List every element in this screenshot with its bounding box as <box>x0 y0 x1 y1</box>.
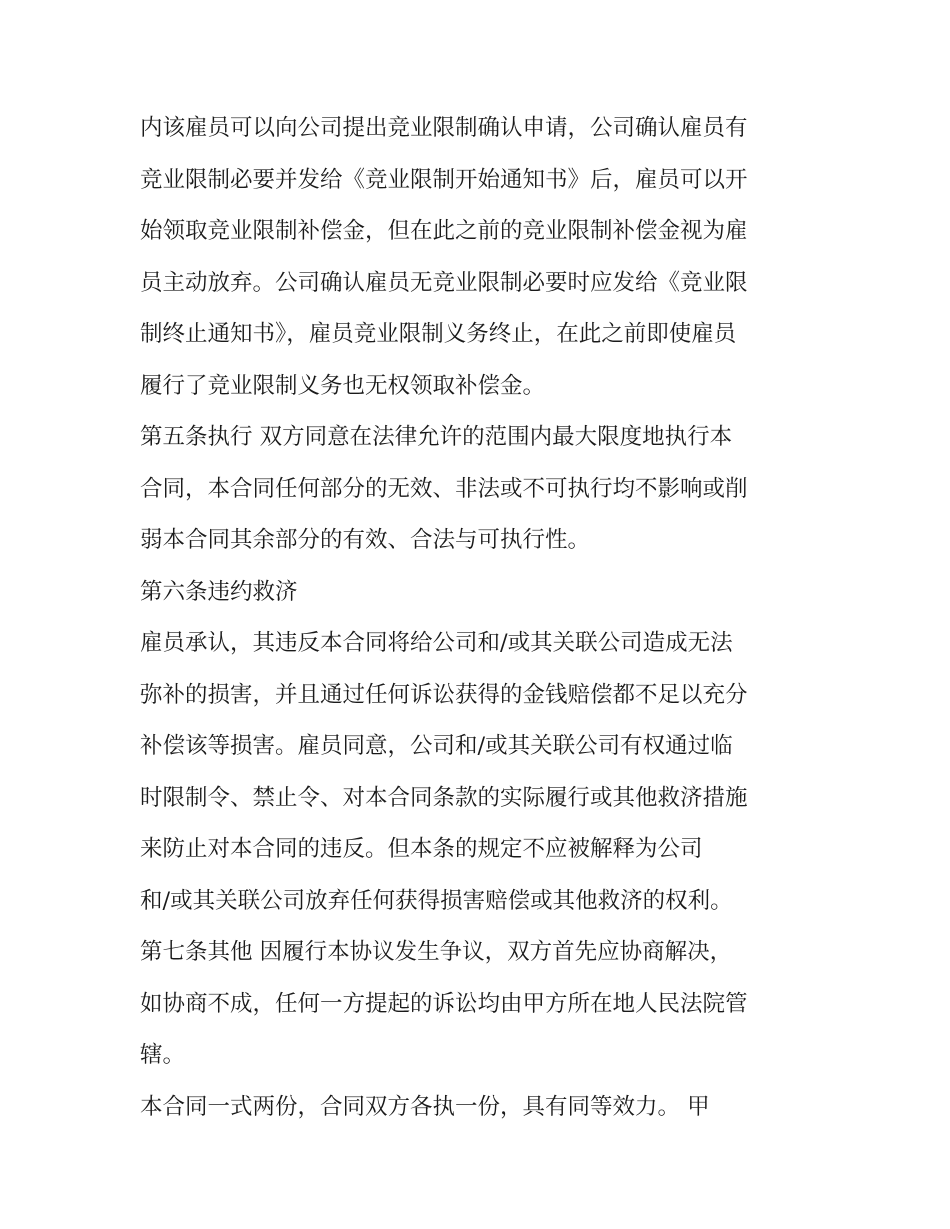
article-5-heading-line: 第五条执行 双方同意在法律允许的范围内最大限度地执行本 <box>140 424 733 450</box>
article-7-heading-line: 第七条其他 因履行本协议发生争议，双方首先应协商解决， <box>140 939 733 965</box>
text-line: 弥补的损害，并且通过任何诉讼获得的金钱赔偿都不足以充分 <box>140 681 748 708</box>
text-line: 补偿该等损害。雇员同意，公司和/或其关联公司有权通过临 <box>140 733 733 759</box>
text-line: 合同，本合同任何部分的无效、非法或不可执行均不影响或削 <box>140 475 748 502</box>
text-line: 员主动放弃。公司确认雇员无竞业限制必要时应发给《竞业限 <box>140 269 748 296</box>
document-body <box>140 109 820 1139</box>
text-line: 始领取竞业限制补偿金，但在此之前的竞业限制补偿金视为雇 <box>140 218 748 244</box>
text-line: 制终止通知书》，雇员竞业限制义务终止，在此之前即使雇员 <box>140 321 737 347</box>
text-line: 时限制令、禁止令、对本合同条款的实际履行或其他救济措施 <box>140 784 748 811</box>
closing-paragraph-line: 本合同一式两份，合同双方各执一份，具有同等效力。 甲 <box>140 1093 710 1120</box>
text-line: 辖。 <box>140 1042 186 1068</box>
text-line: 内该雇员可以向公司提出竞业限制确认申请，公司确认雇员有 <box>140 115 748 141</box>
text-line: 来防止对本合同的违反。但本条的规定不应被解释为公司 <box>140 836 703 862</box>
text-line: 竞业限制必要并发给《竞业限制开始通知书》后，雇员可以开 <box>140 166 748 193</box>
text-line: 雇员承认，其违反本合同将给公司和/或其关联公司造成无法 <box>140 630 733 656</box>
article-6-heading: 第六条违约救济 <box>140 578 298 605</box>
text-line: 履行了竞业限制义务也无权领取补偿金。 <box>140 372 546 399</box>
text-line: 弱本合同其余部分的有效、合法与可执行性。 <box>140 527 591 553</box>
text-line: 如协商不成，任何一方提起的诉讼均由甲方所在地人民法院管 <box>140 990 748 1017</box>
text-line: 和/或其关联公司放弃任何获得损害赔偿或其他救济的权利。 <box>140 887 733 914</box>
